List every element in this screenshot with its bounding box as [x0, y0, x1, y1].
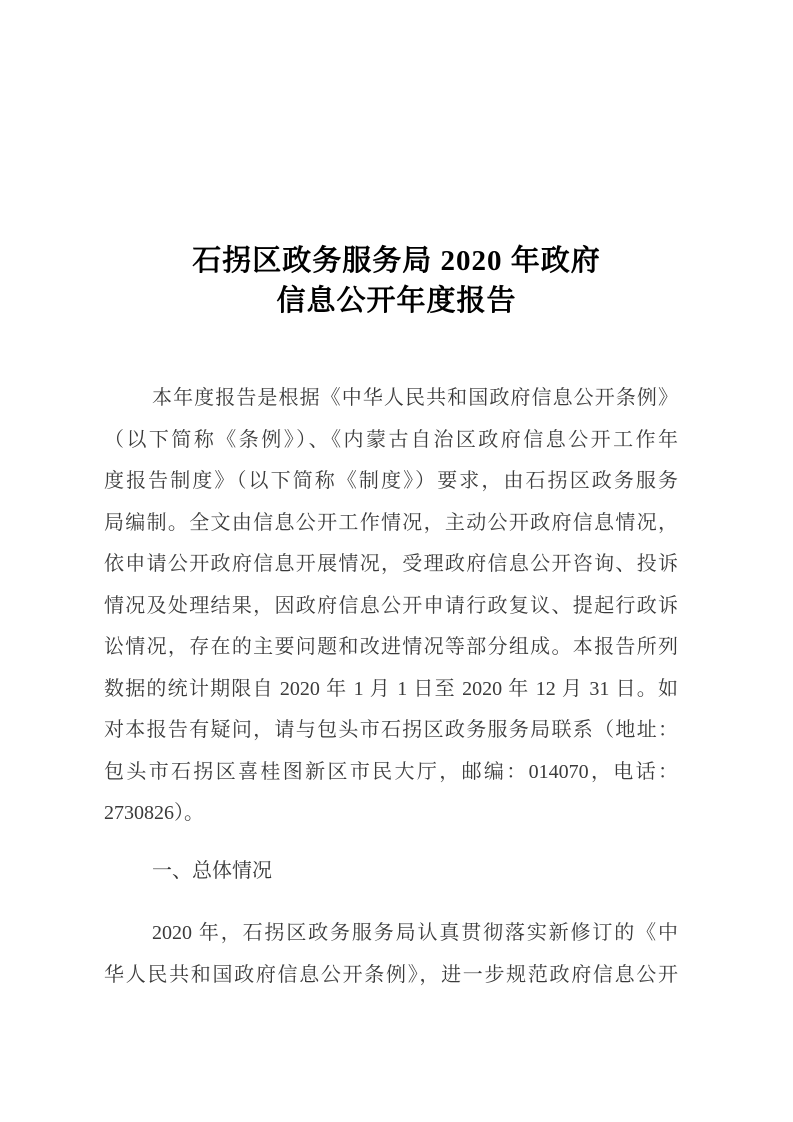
paragraph-line: 包头市石拐区喜桂图新区市民大厅，邮编：014070，电话：	[104, 760, 678, 783]
paragraph-line: 华人民共和国政府信息公开条例》，进一步规范政府信息公开	[104, 963, 678, 986]
overview-paragraph	[104, 913, 678, 996]
paragraph-line: 依申请公开政府信息开展情况，受理政府信息公开咨询、投诉	[104, 553, 678, 575]
paragraph-line: 讼情况，存在的主要问题和改进情况等部分组成。本报告所列	[104, 636, 678, 658]
document-title	[0, 241, 793, 321]
paragraph-line: 本年度报告是根据《中华人民共和国政府信息公开条例》	[152, 387, 678, 409]
intro-paragraph	[104, 378, 678, 835]
paragraph-line: 2730826）。	[104, 802, 204, 824]
paragraph-line: （以下简称《条例》）、《内蒙古自治区政府信息公开工作年	[104, 428, 678, 451]
paragraph-line: 度报告制度》（以下简称《制度》）要求，由石拐区政务服务	[104, 470, 678, 492]
paragraph-line: 局编制。全文由信息公开工作情况，主动公开政府信息情况，	[104, 511, 678, 534]
paragraph-line: 2020 年，石拐区政务服务局认真贯彻落实新修订的《中	[152, 922, 678, 944]
paragraph-line: 对本报告有疑问，请与包头市石拐区政务服务局联系（地址：	[104, 719, 678, 741]
document-title-line-1: 石拐区政务服务局 2020 年政府	[192, 245, 601, 277]
document-title-line-2: 信息公开年度报告	[276, 285, 517, 317]
section-heading-overview: 一、总体情况	[152, 860, 272, 882]
paragraph-line: 情况及处理结果，因政府信息公开申请行政复议、提起行政诉	[104, 594, 678, 617]
paragraph-line: 数据的统计期限自 2020 年 1 月 1 日至 2020 年 12 月 31 日。如	[104, 677, 678, 700]
